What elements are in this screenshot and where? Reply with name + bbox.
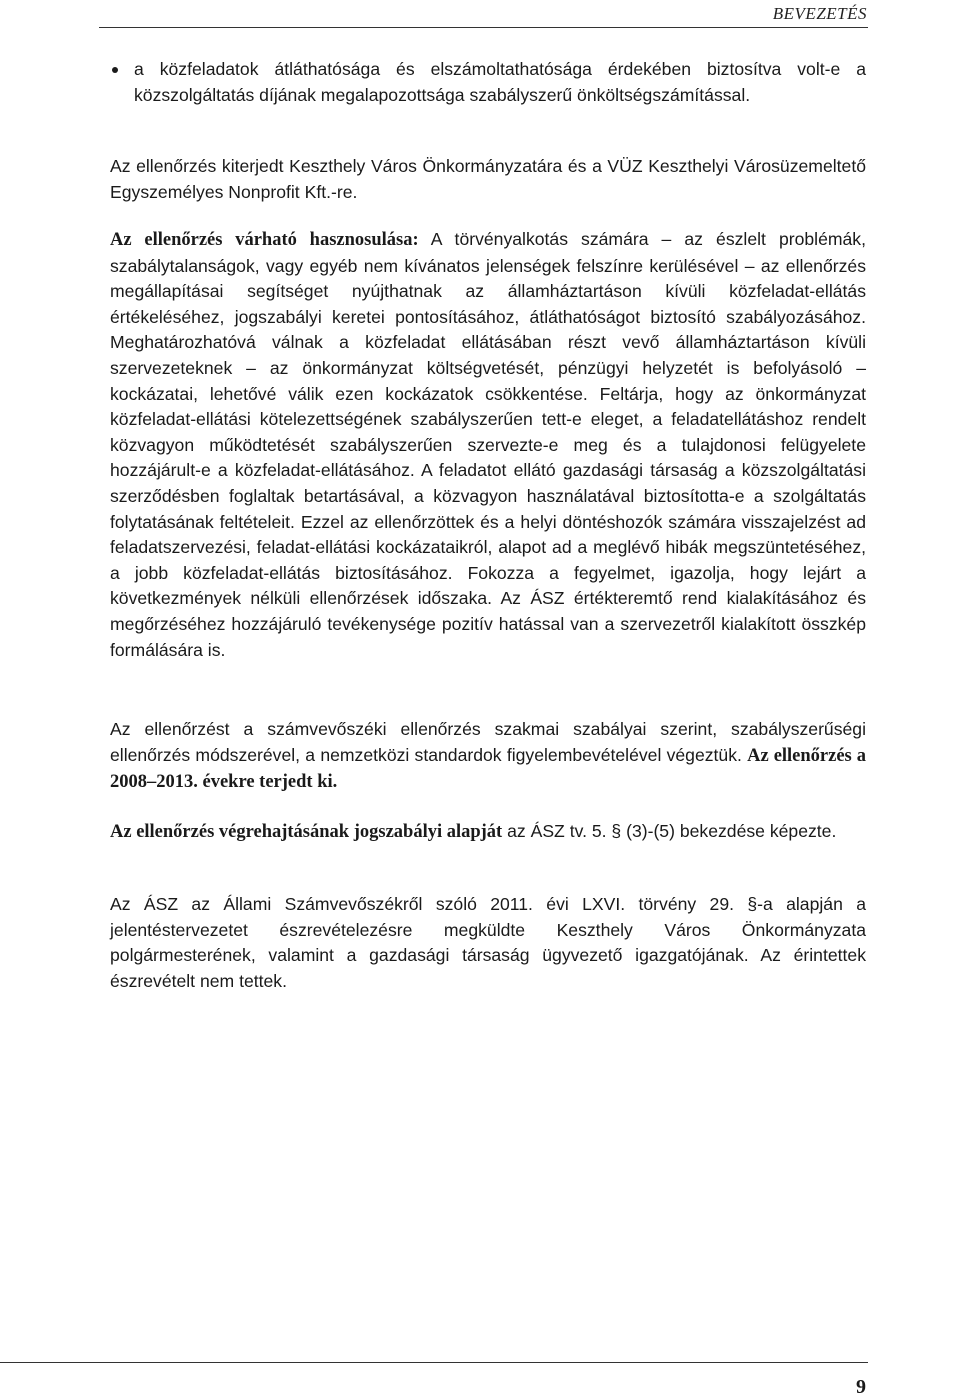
benefit-label: Az ellenőrzés várható hasznosulása: (110, 230, 419, 250)
draft-report-paragraph: Az ÁSZ az Állami Számvevőszékről szóló 2011. évi LXVI. törvény 29. §-a alapján a jelentéstervezetet észrevételezésre megküldte Keszthely Város Önkormányzata polgármesterének, valamint a gazdasági társaság ügyvezető igazgatójának. Az érintettek észrevételt nem tettek. (110, 894, 866, 991)
header-rule (99, 27, 868, 28)
method-paragraph (110, 717, 866, 796)
running-head: BEVEZETÉS (772, 4, 867, 23)
legal-basis-paragraph (110, 819, 866, 846)
benefit-paragraph (110, 227, 866, 663)
page-number: 9 (856, 1376, 866, 1398)
footer-rule (0, 1362, 868, 1363)
legal-basis-label: Az ellenőrzés végrehajtásának jogszabályi alapját (110, 822, 503, 842)
benefit-text: A törvényalkotás számára – az észlelt problémák, szabálytalanságok, vagy egyéb nem kívánatos jelenségek felszínre kerülésével – az ellenőrzés megállapításai segítséget nyújthatnak az államháztartáson kívüli közfeladat-ellátás értékeléséhez, jogszabályi keretei pontosításához, átláthatóságot biztosító szabályozásához. Meghatározhatóvá válnak a közfeladat ellátásában részt vevő államháztartáson kívüli szervezeteknek – az önkormányzat költségvetését, pénzügyi helyzetét is befolyásoló – kockázatai, lehetővé válik ezen kockázatok csökkentése. Feltárja, hogy az önkormányzat közfeladat-ellátási kötelezettségének szabályszerűen tett-e eleget, a feladatellátáshoz rendelt közvagyon működtetését szabályszerűen szervezte-e meg és a tulajdonosi felügyelete hozzájárult-e a közfeladat-ellátásához. A feladatot ellátó gazdasági társaság a közszolgáltatási szerződésben foglaltak betartásával, a közvagyon használatával biztosította-e a szolgáltatás folytatásának feltételeit. Ezzel az ellenőrzöttek és a helyi döntéshozók számára visszajelzést ad feladatszervezési, feladat-ellátási kockázataikról, alapot ad a meglévő hibák megszüntetéséhez, a jobb közfeladat-ellátás biztosításához. Fokozza a fegyelmet, igazolja, hogy lejárt a következmények nélküli ellenőrzések időszaka. Az ÁSZ értékteremtő rend kialakításához és megőrzéséhez hozzájáruló tevékenysége pozitív hatással van a szervezetről kialakított összkép formálására is. (110, 229, 866, 660)
period-statement: Az ellenőrzés a 2008–2013. évekre terjedt ki. (110, 745, 866, 793)
bullet-list (110, 57, 866, 108)
method-text: Az ellenőrzést a számvevőszéki ellenőrzés szakmai szabályai szerint, szabályszerűségi ellenőrzés módszerével, a nemzetközi standardok figyelembevételével végeztük. (110, 719, 866, 765)
bullet-item: a közfeladatok átláthatósága és elszámoltathatósága érdekében biztosítva volt-e a közszolgáltatás díjának megalapozottsága szabályszerű önköltségszámítással. (110, 57, 866, 108)
legal-basis-text: az ÁSZ tv. 5. § (3)-(5) bekezdése képezte. (502, 821, 837, 841)
scope-paragraph: Az ellenőrzés kiterjedt Keszthely Város Önkormányzatára és a VÜZ Keszthelyi Városüzemeltető Egyszemélyes Nonprofit Kft.-re. (110, 156, 866, 202)
